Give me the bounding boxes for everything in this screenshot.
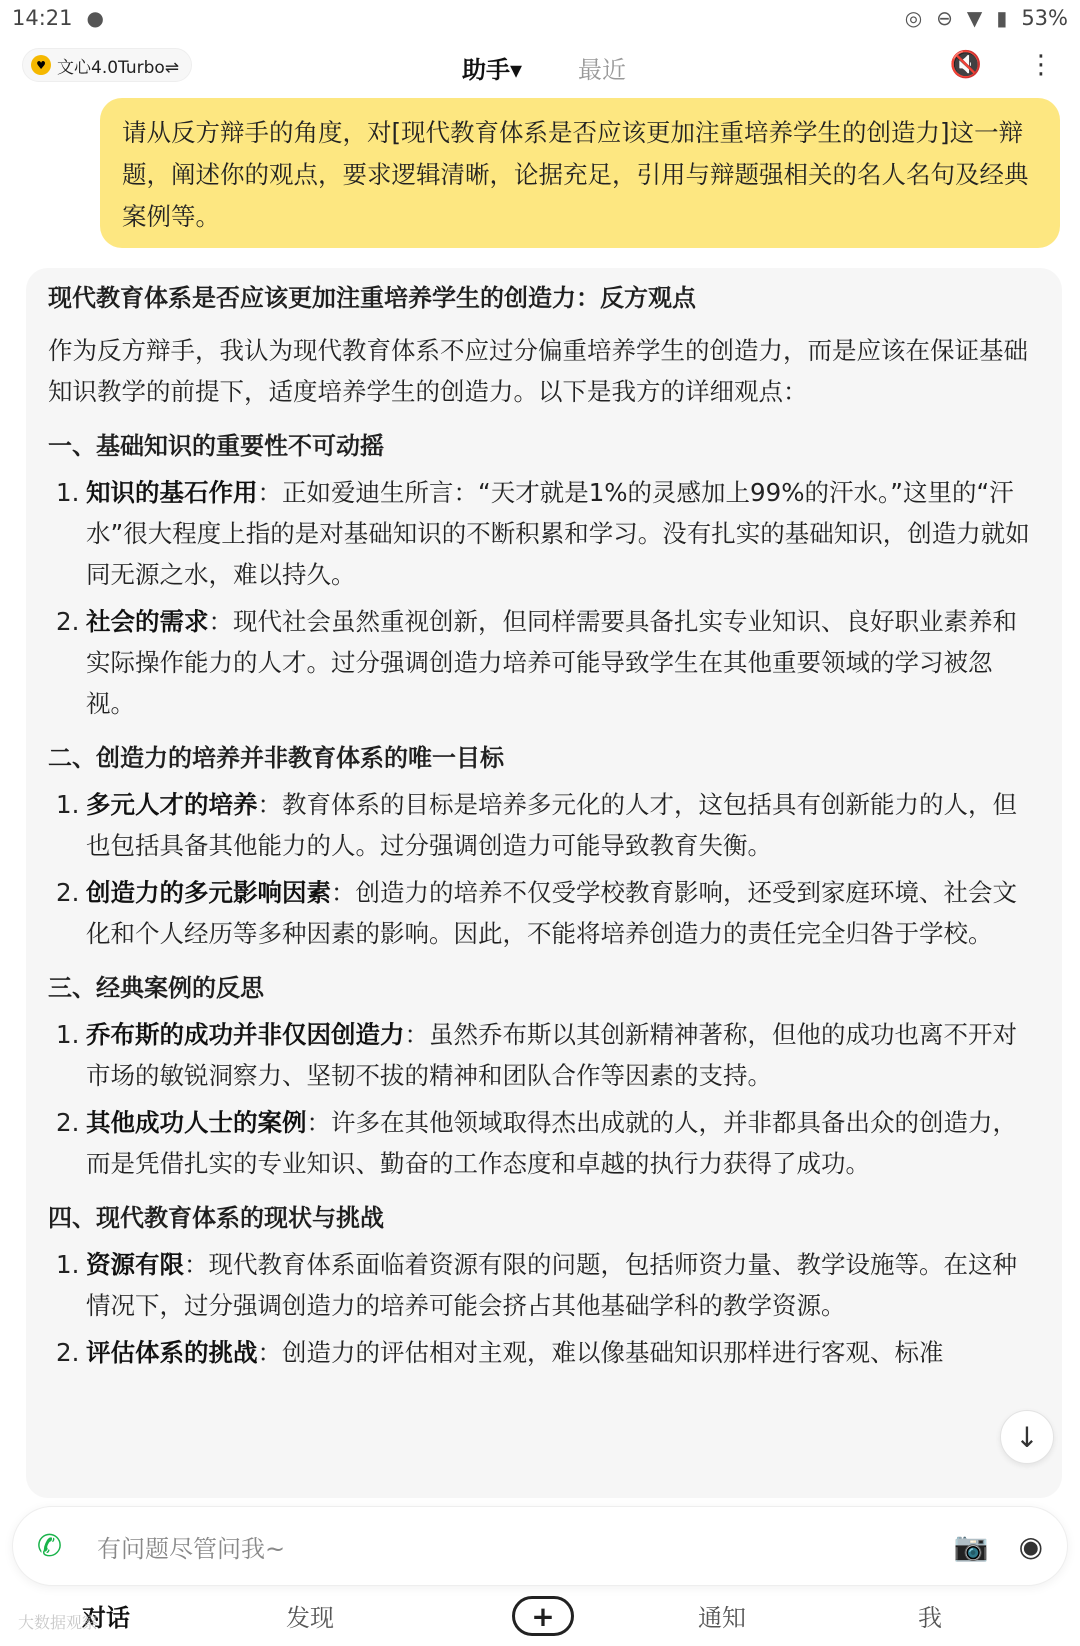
answer-section [48, 738, 1034, 954]
voice-icon[interactable]: ◉ [1018, 1529, 1043, 1563]
wifi-icon: ▼ [966, 6, 983, 30]
item-title: 多元人才的培养 [86, 790, 258, 819]
item-title: 知识的基石作用 [86, 478, 258, 507]
input-actions [954, 1530, 1043, 1563]
item-text: ：教育体系的目标是培养多元化的人才，这包括具有创新能力的人，但也包括具备其他能力的人。过分强调创造力可能导致教育失衡。 [86, 790, 1017, 860]
section-heading: 二、创造力的培养并非教育体系的唯一目标 [48, 744, 504, 772]
list-item [48, 1014, 1034, 1096]
list-item [48, 784, 1034, 866]
item-text: ：现代社会虽然重视创新，但同样需要具备扎实专业知识、良好职业素养和实际操作能力的人才。过分强调创造力培养可能导致学生在其他重要领域的学习被忽视。 [86, 607, 1017, 718]
item-number: 2. [56, 1108, 80, 1137]
list-item [48, 472, 1034, 595]
model-heart-icon: ♥ [31, 55, 51, 75]
item-title: 资源有限 [86, 1250, 184, 1279]
section-heading: 四、现代教育体系的现状与挑战 [48, 1204, 384, 1232]
user-message-text: 请从反方辩手的角度，对[现代教育体系是否应该更加注重培养学生的创造力]这一辩题，阐述你的观点，要求逻辑清晰，论据充足，引用与辩题强相关的名人名句及经典案例等。 [122, 118, 1029, 231]
item-text: ：正如爱迪生所言：“天才就是1%的灵感加上99%的汗水。”这里的“汗水”很大程度上指的是对基础知识的不断积累和学习。没有扎实的基础知识，创造力就如同无源之水，难以持久。 [86, 478, 1030, 589]
item-text: ：许多在其他领域取得杰出成就的人，并非都具备出众的创造力，而是凭借扎实的专业知识、勤奋的工作态度和卓越的执行力获得了成功。 [86, 1108, 1017, 1178]
more-icon[interactable]: ⋮ [1028, 50, 1054, 80]
scroll-down-button[interactable] [1000, 1410, 1054, 1464]
mute-icon[interactable]: 🔇 [949, 50, 982, 80]
item-number: 2. [56, 607, 80, 636]
answer-title: 现代教育体系是否应该更加注重培养学生的创造力：反方观点 [48, 284, 696, 312]
nav-notifications[interactable]: 通知 [698, 1604, 746, 1632]
tab-recent[interactable]: 最近 [578, 56, 627, 84]
nav-chat[interactable]: 对话 [82, 1604, 130, 1632]
item-text: ：创造力的评估相对主观，难以像基础知识那样进行客观、标准 [257, 1338, 944, 1367]
list-item [48, 601, 1034, 724]
list-item [48, 1332, 1034, 1373]
bottom-nav [0, 1590, 1080, 1646]
answer-card [26, 268, 1062, 1498]
item-text: ：创造力的培养不仅受学校教育影响，还受到家庭环境、社会文化和个人经历等多种因素的影响。因此，不能将培养创造力的责任完全归咎于学校。 [86, 878, 1017, 948]
list-item [48, 1244, 1034, 1326]
section-heading: 三、经典案例的反思 [48, 974, 264, 1002]
model-label: 文心4.0Turbo⇌ [57, 57, 180, 78]
chat-input-bar [12, 1506, 1068, 1586]
item-title: 社会的需求 [86, 607, 209, 636]
location-icon: ◎ [904, 6, 923, 30]
item-number: 1. [56, 1020, 80, 1049]
dnd-icon: ⊖ [936, 6, 953, 30]
item-number: 2. [56, 1338, 80, 1367]
status-time: 14:21 [12, 6, 73, 30]
item-text: ：现代教育体系面临着资源有限的问题，包括师资力量、教学设施等。在这种情况下，过分强调创造力的培养可能会挤占其他基础学科的教学资源。 [86, 1250, 1017, 1320]
nav-profile[interactable]: 我 [918, 1604, 942, 1632]
list-item [48, 1102, 1034, 1184]
header-tabs [462, 50, 626, 85]
item-text: ：虽然乔布斯以其创新精神著称，但他的成功也离不开对市场的敏锐洞察力、坚韧不拔的精神和团队合作等因素的支持。 [86, 1020, 1017, 1090]
answer-intro: 作为反方辩手，我认为现代教育体系不应过分偏重培养学生的创造力，而是应该在保证基础知识教学的前提下，适度培养学生的创造力。以下是我方的详细观点： [48, 336, 1028, 406]
user-message-bubble [100, 98, 1060, 248]
nav-add-button[interactable]: + [512, 1596, 574, 1636]
list-item [48, 872, 1034, 954]
item-title: 乔布斯的成功并非仅因创造力 [86, 1020, 405, 1049]
chat-input[interactable]: 有问题尽管问我~ [97, 1534, 286, 1563]
item-number: 1. [56, 1250, 80, 1279]
camera-icon[interactable]: 📷 [953, 1529, 989, 1563]
item-number: 1. [56, 478, 80, 507]
model-selector-chip[interactable] [22, 48, 192, 82]
battery-icon: ▮ [996, 6, 1008, 30]
answer-section [48, 426, 1034, 724]
arrow-down-icon: ↓ [1015, 1420, 1039, 1454]
header-actions [950, 50, 1054, 80]
item-number: 1. [56, 790, 80, 819]
item-number: 2. [56, 878, 80, 907]
status-bar [0, 0, 1080, 36]
tab-assistant[interactable]: 助手▾ [462, 56, 523, 84]
answer-section [48, 1198, 1034, 1373]
item-title: 创造力的多元影响因素 [86, 878, 331, 907]
section-heading: 一、基础知识的重要性不可动摇 [48, 432, 384, 460]
battery-percent: 53% [1021, 6, 1068, 30]
watermark: 大数据观察 [18, 1613, 99, 1632]
app-header [0, 40, 1080, 92]
item-title: 评估体系的挑战 [86, 1338, 258, 1367]
phone-icon[interactable]: ✆ [37, 1528, 63, 1564]
answer-section [48, 968, 1034, 1184]
mic-icon: ● [86, 6, 104, 30]
item-title: 其他成功人士的案例 [86, 1108, 307, 1137]
nav-discover[interactable]: 发现 [286, 1604, 334, 1632]
